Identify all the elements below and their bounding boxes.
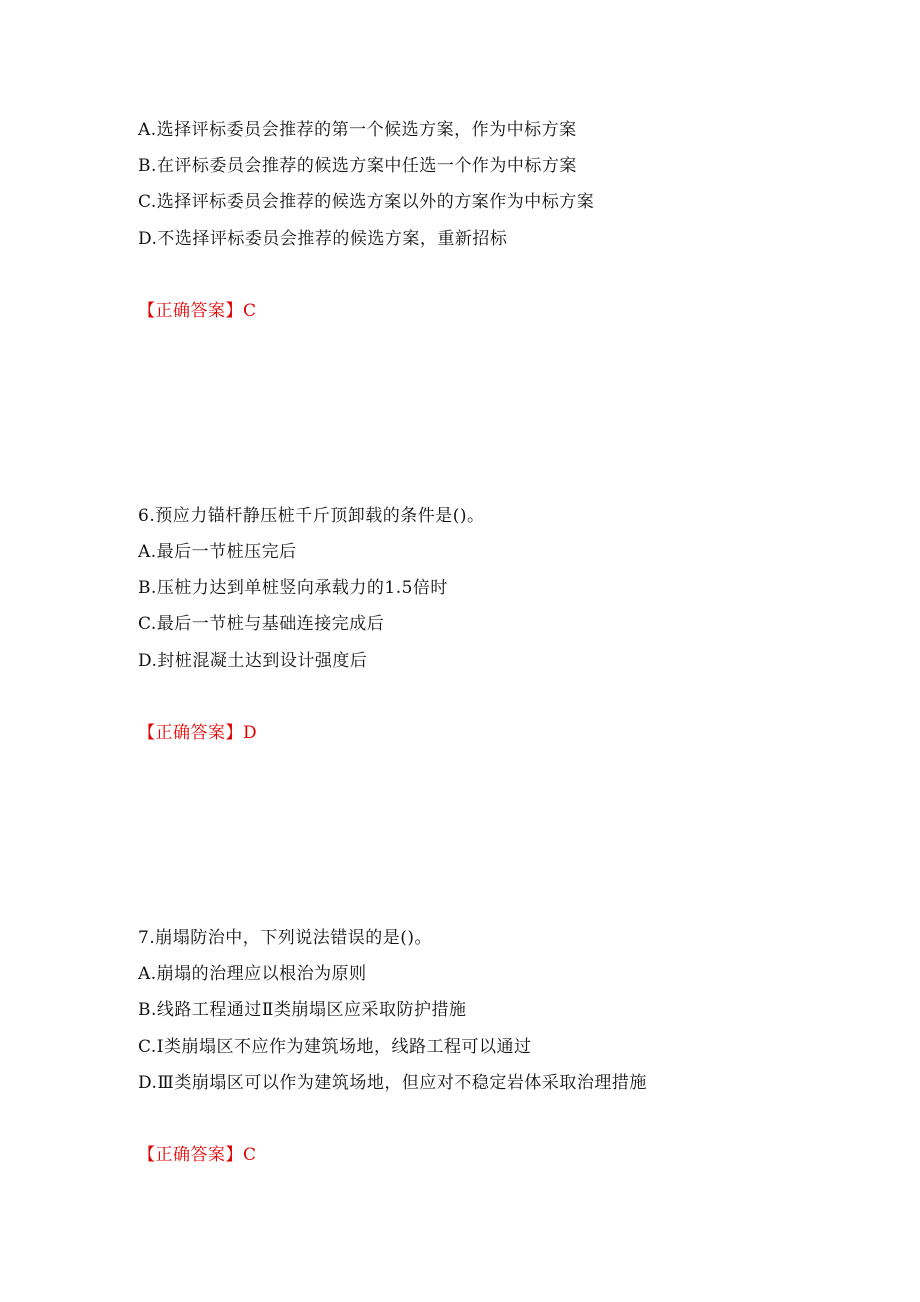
q7-option-a: A.崩塌的治理应以根治为原则 <box>138 964 367 984</box>
q7-option-c: C.Ⅰ类崩塌区不应作为建筑场地，线路工程可以通过 <box>138 1037 532 1057</box>
q5-answer-value: C <box>243 301 257 321</box>
q5-answer <box>138 300 257 322</box>
q6-option-b: B.压桩力达到单桩竖向承载力的1.5倍时 <box>138 578 448 598</box>
q7-answer-label: 【正确答案】 <box>138 1145 243 1165</box>
q6-option-c: C.最后一节桩与基础连接完成后 <box>138 614 385 634</box>
q7-option-d: D.Ⅲ类崩塌区可以作为建筑场地，但应对不稳定岩体采取治理措施 <box>138 1073 647 1093</box>
q7-option-b: B.线路工程通过Ⅱ类崩塌区应采取防护措施 <box>138 1000 467 1020</box>
q6-option-d: D.封桩混凝土达到设计强度后 <box>138 651 368 671</box>
q7-question: 7.崩塌防治中，下列说法错误的是()。 <box>138 928 432 948</box>
q6-option-a: A.最后一节桩压完后 <box>138 542 297 562</box>
q6-answer-label: 【正确答案】 <box>138 723 243 743</box>
q6-answer <box>138 722 257 744</box>
q5-option-b: B.在评标委员会推荐的候选方案中任选一个作为中标方案 <box>138 156 577 176</box>
q6-question: 6.预应力锚杆静压桩千斤顶卸载的条件是()。 <box>138 506 485 526</box>
q7-answer <box>138 1144 257 1166</box>
q5-answer-label: 【正确答案】 <box>138 301 243 321</box>
q7-answer-value: C <box>243 1145 257 1165</box>
q5-option-d: D.不选择评标委员会推荐的候选方案，重新招标 <box>138 229 508 249</box>
q5-option-a: A.选择评标委员会推荐的第一个候选方案，作为中标方案 <box>138 120 577 140</box>
q5-option-c: C.选择评标委员会推荐的候选方案以外的方案作为中标方案 <box>138 192 595 212</box>
q6-answer-value: D <box>243 723 258 743</box>
